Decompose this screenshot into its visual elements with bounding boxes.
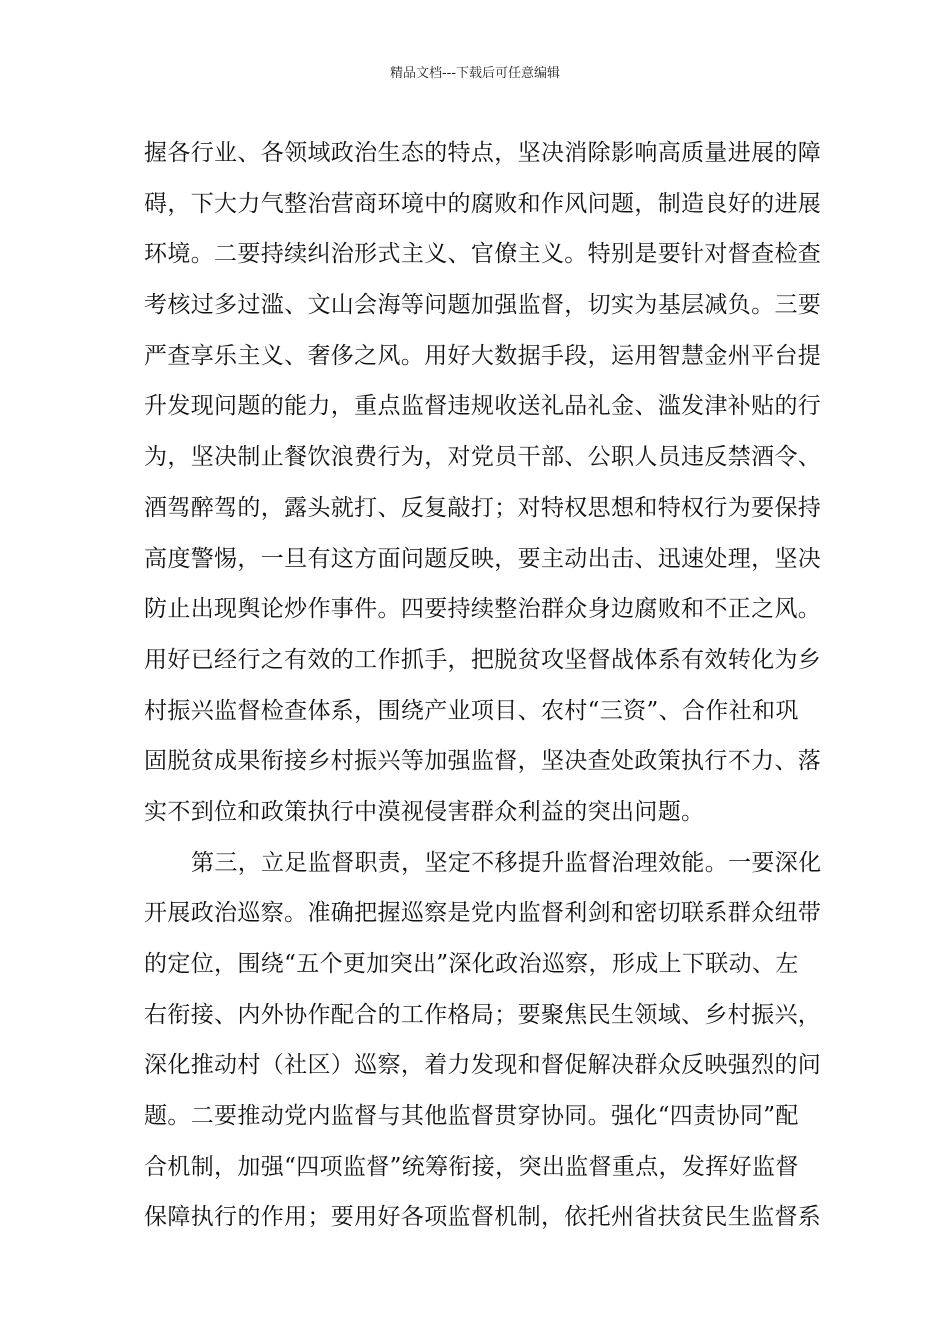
text-line: 开展政治巡察。准确把握巡察是党内监督利剑和密切联系群众纽带 <box>144 900 822 927</box>
text-line: 握各行业、各领域政治生态的特点，坚决消除影响高质量进展的障 <box>144 140 822 166</box>
text-line: 酒驾醉驾的，露头就打、反复敲打；对特权思想和特权行为要保持 <box>144 494 822 521</box>
page-header: 精品文档---下载后可任意编辑 <box>389 66 561 81</box>
text-line: 为，坚决制止餐饮浪费行为，对党员干部、公职人员违反禁酒令、 <box>144 444 822 471</box>
text-line: 用好已经行之有效的工作抓手，把脱贫攻坚督战体系有效转化为乡 <box>144 646 822 673</box>
text-line: 合机制，加强“四项监督”统筹衔接，突出监督重点，发挥好监督 <box>144 1153 799 1180</box>
text-line: 碍，下大力气整治营商环境中的腐败和作风问题，制造良好的进展 <box>144 190 822 217</box>
text-line: 深化推动村（社区）巡察，着力发现和督促解决群众反映强烈的问 <box>144 1052 822 1079</box>
text-line: 保障执行的作用；要用好各项监督机制，依托州省扶贫民生监督系 <box>144 1204 822 1231</box>
text-line: 环境。二要持续纠治形式主义、官僚主义。特别是要针对督查检查 <box>144 241 822 268</box>
text-line: 固脱贫成果衔接乡村振兴等加强监督，坚决查处政策执行不力、落 <box>144 748 822 775</box>
text-line: 的定位，围绕“五个更加突出”深化政治巡察，形成上下联动、左 <box>144 951 799 977</box>
text-line: 严查享乐主义、奢侈之风。用好大数据手段，运用智慧金州平台提 <box>144 342 822 369</box>
text-line: 题。二要推动党内监督与其他监督贯穿协同。强化“四责协同”配 <box>144 1103 799 1130</box>
text-line: 考核过多过滥、文山会海等问题加强监督，切实为基层减负。三要 <box>144 292 822 319</box>
paragraph-start-line: 第三，立足监督职责，坚定不移提升监督治理效能。一要深化 <box>191 849 822 876</box>
text-line: 升发现问题的能力，重点监督违规收送礼品礼金、滥发津补贴的行 <box>144 393 822 420</box>
text-line: 实不到位和政策执行中漠视侵害群众利益的突出问题。 <box>144 798 705 825</box>
text-line: 高度警惕，一旦有这方面问题反映，要主动出击、迅速处理，坚决 <box>144 545 822 572</box>
body-text <box>144 128 822 1243</box>
text-line: 右衔接、内外协作配合的工作格局；要聚焦民生领域、乡村振兴， <box>144 1001 822 1028</box>
text-line: 防止出现舆论炒作事件。四要持续整治群众身边腐败和不正之风。 <box>144 596 822 623</box>
text-line: 村振兴监督检查体系，围绕产业项目、农村“三资”、合作社和巩 <box>144 697 799 724</box>
